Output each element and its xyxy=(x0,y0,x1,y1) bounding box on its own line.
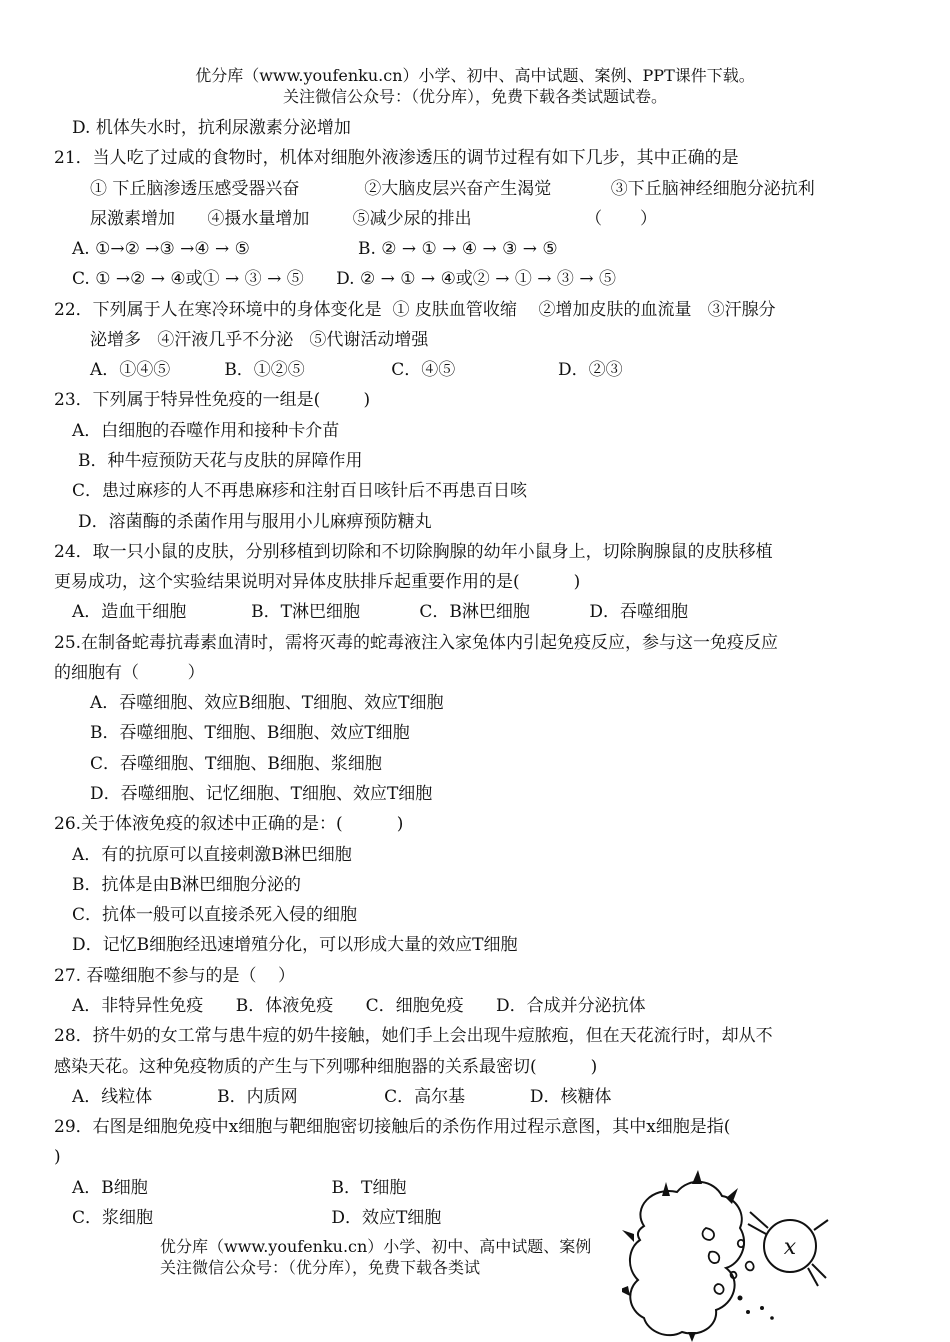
q22-options: A．①④⑤ B．①②⑤ C．④⑤ D．②③ xyxy=(90,360,623,380)
x-cell-label: x xyxy=(783,1235,797,1260)
q27-options: A．非特异性免疫 B．体液免疫 C．细胞免疫 D．合成并分泌抗体 xyxy=(72,996,646,1016)
header-line-2: 关注微信公众号：（优分库），免费下载各类试题试卷。 xyxy=(282,87,667,106)
cell-immunity-diagram xyxy=(622,1168,950,1342)
header-line-1: 优分库（www.youfenku.cn）小学、初中、高中试题、案例、PPT课件下载。 xyxy=(195,66,755,85)
q21-stem: 21．当人吃了过咸的食物时，机体对细胞外液渗透压的调节过程有如下几步，其中正确的是 xyxy=(54,148,739,168)
q29-stem-2: ) xyxy=(54,1147,61,1167)
q23-stem: 23．下列属于特异性免疫的一组是( ) xyxy=(54,390,371,410)
q25-stem-2: 的细胞有（ ） xyxy=(54,663,205,683)
q26-option-b: B．抗体是由B淋巴细胞分泌的 xyxy=(72,875,301,895)
q27-stem: 27. 吞噬细胞不参与的是（ ） xyxy=(54,966,296,986)
q21-options-cd: C. ① →② → ④或① → ③ → ⑤ D. ② → ① → ④或② → ① → ③ → ⑤ xyxy=(72,269,616,289)
q21-steps-2: 尿激素增加 ④摄水量增加 ⑤减少尿的排出 （ ） xyxy=(90,209,657,229)
q28-stem-1: 28．挤牛奶的女工常与患牛痘的奶牛接触，她们手上会出现牛痘脓疱，但在天花流行时，却从不 xyxy=(54,1026,773,1046)
q20-option-d: D. 机体失水时，抗利尿激素分泌增加 xyxy=(72,118,351,138)
q26-option-a: A．有的抗原可以直接刺激B淋巴细胞 xyxy=(72,845,352,865)
q26-option-c: C．抗体一般可以直接杀死入侵的细胞 xyxy=(72,905,358,925)
q23-option-a: A．白细胞的吞噬作用和接种卡介苗 xyxy=(72,421,340,441)
q22-stem-2: 泌增多 ④汗液几乎不分泌 ⑤代谢活动增强 xyxy=(90,330,429,350)
q25-stem-1: 25.在制备蛇毒抗毒素血清时，需将灭毒的蛇毒液注入家兔体内引起免疫反应，参与这一免疫反应 xyxy=(54,633,779,653)
q23-option-b: B．种牛痘预防天花与皮肤的屏障作用 xyxy=(78,451,363,471)
footer-line-2: 关注微信公众号：（优分库），免费下载各类试 xyxy=(160,1258,481,1277)
q25-option-c: C．吞噬细胞、T细胞、B细胞、浆细胞 xyxy=(90,754,382,774)
q25-option-d: D．吞噬细胞、记忆细胞、T细胞、效应T细胞 xyxy=(90,784,433,804)
q29-options-cd: C．浆细胞 D．效应T细胞 xyxy=(72,1208,442,1228)
footer-line-1: 优分库（www.youfenku.cn）小学、初中、高中试题、案例 xyxy=(160,1237,592,1256)
q26-option-d: D．记忆B细胞经迅速增殖分化，可以形成大量的效应T细胞 xyxy=(72,935,518,955)
q23-option-d: D．溶菌酶的杀菌作用与服用小儿麻痹预防糖丸 xyxy=(78,512,432,532)
q24-stem-2: 更易成功，这个实验结果说明对异体皮肤排斥起重要作用的是( ) xyxy=(54,572,581,592)
q21-options-ab: A. ①→② →③ →④ → ⑤ B. ② → ① → ④ → ③ → ⑤ xyxy=(72,239,558,259)
q28-stem-2: 感染天花。这种免疫物质的产生与下列哪种细胞器的关系最密切( ) xyxy=(54,1057,598,1077)
q25-option-a: A．吞噬细胞、效应B细胞、T细胞、效应T细胞 xyxy=(90,693,444,713)
q24-options: A．造血干细胞 B．T淋巴细胞 C．B淋巴细胞 D．吞噬细胞 xyxy=(72,602,688,622)
q24-stem-1: 24．取一只小鼠的皮肤，分别移植到切除和不切除胸腺的幼年小鼠身上，切除胸腺鼠的皮肤移植 xyxy=(54,542,773,562)
q26-stem: 26.关于体液免疫的叙述中正确的是：( ) xyxy=(54,814,404,834)
q28-options: A．线粒体 B．内质网 C．高尔基 D．核糖体 xyxy=(72,1087,612,1107)
q22-stem-1: 22．下列属于人在寒冷环境中的身体变化是 ① 皮肤血管收缩 ②增加皮肤的血流量 ③汗腺分 xyxy=(54,300,776,320)
q29-options-ab: A．B细胞 B．T细胞 xyxy=(72,1178,407,1198)
q29-stem-1: 29．右图是细胞免疫中x细胞与靶细胞密切接触后的杀伤作用过程示意图，其中x细胞是指( xyxy=(54,1117,731,1137)
q25-option-b: B．吞噬细胞、T细胞、B细胞、效应T细胞 xyxy=(90,723,410,743)
q21-steps-1: ① 下丘脑渗透压感受器兴奋 ②大脑皮层兴奋产生渴觉 ③下丘脑神经细胞分泌抗利 xyxy=(90,179,815,199)
q23-option-c: C．患过麻疹的人不再患麻疹和注射百日咳针后不再患百日咳 xyxy=(72,481,528,501)
